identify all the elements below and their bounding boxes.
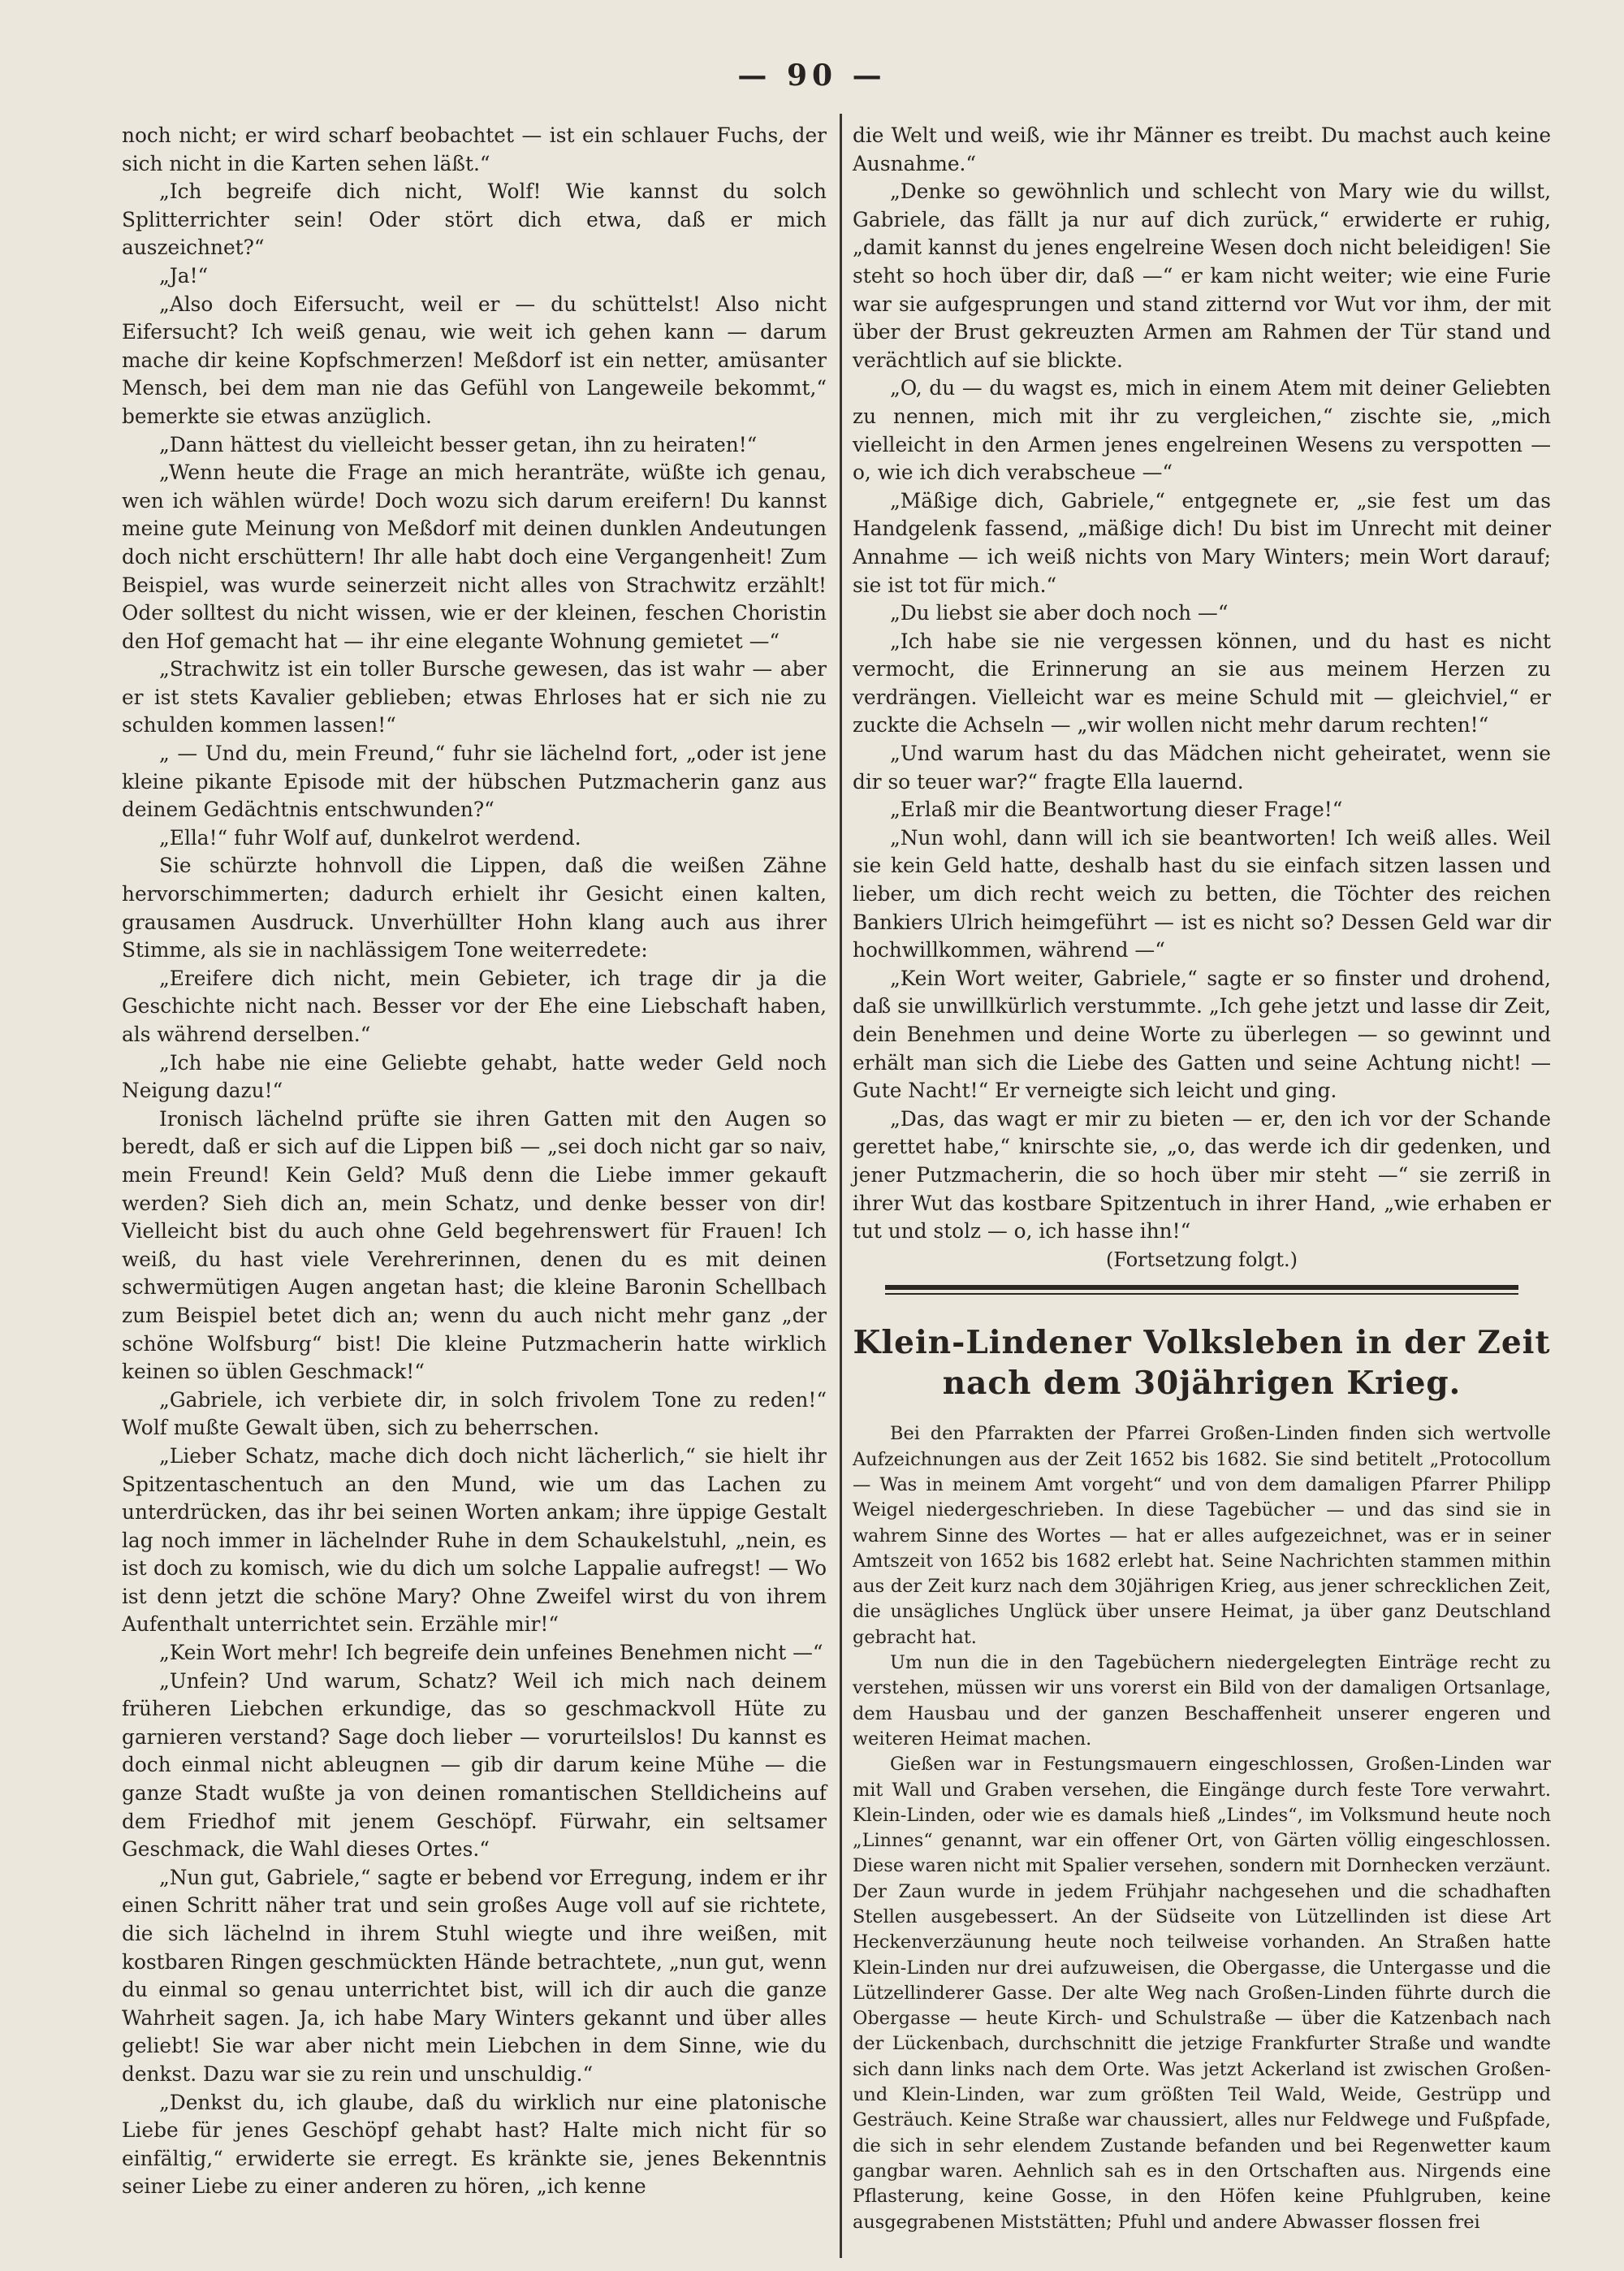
paragraph: „Strachwitz ist ein toller Bursche gewesen, das ist wahr — aber er ist stets Kavalier geblieben; etwas Ehrloses hat er sich nie zu schulden kommen lassen!“ [122,657,827,738]
paragraph: Ironisch lächelnd prüfte sie ihren Gatten mit den Augen so beredt, daß er sich auf die Lippen biß — „sei doch nicht gar so naiv, mein Freund! Kein Geld? Muß denn die Liebe immer gekauft werden? Sieh dich an, mein Schatz, und denke besser von dir! Vielleicht bist du auch ohne Geld begehrenswert für Frauen! Ich weiß, du hast viele Verehrerinnen, denen du es mit deinen schwermütigen Augen angetan hast; die kleine Baronin Schellbach zum Beispiel betet dich an; wenn du auch nicht mehr ganz „der schöne Wolfsburg“ bist! Die kleine Putzmacherin hatte wirklich keinen so üblen Geschmack!“ [122,1106,827,1384]
continuation-note: (Fortsetzung folgt.) [1106,1248,1298,1271]
paragraph: „Ella!“ fuhr Wolf auf, dunkelrot werdend. [159,825,581,850]
page-number: — 90 — [737,58,887,93]
paragraph: „Nun wohl, dann will ich sie beantworten! Ich weiß alles. Weil sie kein Geld hatte, deshalb hast du sie einfach sitzen lassen und lieber, um dich recht weich zu betten, die Töchter des reichen Bankiers Ulrich heimgeführt — ist es nicht so? Dessen Geld war dir hochwillkommen, während —“ [853,825,1551,962]
paragraph: „Wenn heute die Frage an mich heranträte, wüßte ich genau, wen ich wählen würde! Doch wozu sich darum ereifern! Du kannst meine gute Meinung von Meßdorf mit deinen dunklen Andeutungen doch nicht erschüttern! Ihr alle habt doch eine Vergangenheit! Zum Beispiel, was wurde seinerzeit nicht alles von Strachwitz erzählt! Oder solltest du nicht wissen, wie er der kleinen, feschen Choristin den Hof gemacht hat — ihr eine elegante Wohnung gemietet —“ [122,461,827,653]
paragraph: „O, du — du wagst es, mich in einem Atem mit deiner Geliebten zu nennen, mich mit ihr zu vergleichen,“ zischte sie, „mich vielleicht in den Armen jenes engelreinen Wesens zu verspotten — o, wie ich dich verabscheue —“ [853,376,1551,485]
paragraph: „Kein Wort mehr! Ich begreife dein unfeines Benehmen nicht —“ [159,1641,823,1665]
paragraph: „ — Und du, mein Freund,“ fuhr sie lächelnd fort, „oder ist jene kleine pikante Episode mit der hübschen Putzmacherin ganz aus deinem Gedächtnis entschwunden?“ [122,742,827,822]
paragraph: „Und warum hast du das Mädchen nicht geheiratet, wenn sie dir so teuer war?“ fragte Ella lauernd. [853,742,1551,794]
paragraph: „Ich habe sie nie vergessen können, und du hast es nicht vermocht, die Erinnerung an sie aus meinem Herzen zu verdrängen. Vielleicht war es meine Schuld mit — gleichviel,“ er zuckte die Achseln — „wir wollen nicht mehr darum rechten!“ [853,629,1551,738]
paragraph: „Denke so gewöhnlich und schlecht von Mary wie du willst, Gabriele, das fällt ja nur auf dich zurück,“ erwiderte er ruhig, „damit kannst du jenes engelreine Wesen doch nicht beleidigen! Sie steht so hoch über dir, daß —“ er kam nicht weiter; wie eine Furie war sie aufgesprungen und stand zitternd vor Wut vor ihm, der mit über der Brust gekreuzten Armen am Rahmen der Tür stand und verächtlich auf sie blickte. [853,180,1551,372]
article-title-line: Klein-Lindener Volksleben in der Zeit [853,1324,1551,1362]
paragraph: die Welt und weiß, wie ihr Männer es treibt. Du machst auch keine Ausnahme.“ [853,123,1551,175]
article-body [853,1421,1551,2235]
paragraph: noch nicht; er wird scharf beobachtet — ist ein schlauer Fuchs, der sich nicht in die Karten sehen läßt.“ [122,123,827,175]
article-title [853,1322,1551,1404]
section-divider-thin [885,1293,1518,1295]
paragraph: „Denkst du, ich glaube, daß du wirklich nur eine platonische Liebe für jenes Geschöpf gehabt hast? Halte mich nicht für so einfältig,“ erwiderte sie erregt. Es kränkte sie, jenes Bekenntnis seiner Liebe zu einer anderen zu hören, „ich kenne [122,2090,827,2199]
section-divider [885,1285,1518,1290]
left-column [122,122,827,2201]
paragraph: „Erlaß mir die Beantwortung dieser Frage!“ [890,798,1343,822]
column-divider [840,114,842,2258]
paragraph: „Ereifere dich nicht, mein Gebieter, ich trage dir ja die Geschichte nicht nach. Besser vor der Ehe eine Liebschaft haben, als während derselben.“ [122,966,827,1046]
paragraph: „Ich begreife dich nicht, Wolf! Wie kannst du solch Splitterrichter sein! Oder stört dich etwa, daß er mich auszeichnet?“ [122,180,827,260]
paragraph: „Gabriele, ich verbiete dir, in solch frivolem Tone zu reden!“ Wolf mußte Gewalt üben, sich zu beherrschen. [122,1387,827,1440]
paragraph: „Nun gut, Gabriele,“ sagte er bebend vor Erregung, indem er ihr einen Schritt näher trat und sein großes Auge voll auf sie richtete, die sich lächelnd in ihrem Stuhl wiegte und ihre weißen, mit kostbaren Ringen geschmückten Hände betrachtete, „nun gut, wenn du einmal so genau unterrichtet bist, will ich dir auch die ganze Wahrheit sagen. Ja, ich habe Mary Winters gekannt und über alles geliebt! Sie war aber nicht mein Liebchen in dem Sinne, wie du denkst. Dazu war sie zu rein und unschuldig.“ [122,1865,827,2086]
paragraph: „Dann hättest du vielleicht besser getan, ihn zu heiraten!“ [159,432,758,456]
paragraph: Sie schürzte hohnvoll die Lippen, daß die weißen Zähne hervorschimmerten; dadurch erhielt ihr Gesicht einen kalten, grausamen Ausdruck. Unverhüllter Hohn klang auch aus ihrer Stimme, als sie in nachlässigem Tone weiterredete: [122,854,827,962]
paragraph: „Das, das wagt er mir zu bieten — er, den ich vor der Schande gerettet habe,“ knirschte sie, „o, das werde ich dir gedenken, und jener Putzmacherin, die so hoch über mir steht —“ sie zerriß in ihrer Wut das kostbare Spitzentuch in ihrer Hand, „wie erhaben er tut und stolz — o, ich hasse ihn!“ [853,1106,1551,1244]
article-paragraph: Um nun die in den Tagebüchern niedergelegten Einträge recht zu verstehen, müssen wir uns vorerst ein Bild von der damaligen Ortsanlage, dem Hausbau und der ganzen Beschaffenheit unserer engeren und weiteren Heimat machen. [853,1652,1551,1750]
article-title-line: nach dem 30jährigen Krieg. [942,1365,1462,1403]
paragraph: „Du liebst sie aber doch noch —“ [890,601,1229,625]
paragraph: „Ich habe nie eine Geliebte gehabt, hatte weder Geld noch Neigung dazu!“ [122,1050,827,1103]
paragraph: „Lieber Schatz, mache dich doch nicht lächerlich,“ sie hielt ihr Spitzentaschentuch an den Mund, wie um das Lachen zu unterdrücken, das ihr bei seinen Worten ankam; ihre üppige Gestalt lag noch immer in lächelnder Ruhe in dem Schaukelstuhl, „nein, es ist doch zu komisch, wie du dich um solche Lappalie aufregst! — Wo ist denn jetzt die schöne Mary? Ohne Zweifel wirst du von ihrem Aufenthalt unterrichtet sein. Erzähle mir!“ [122,1443,827,1637]
right-column [853,122,1551,2235]
paragraph: „Unfein? Und warum, Schatz? Weil ich mich nach deinem früheren Liebchen erkundige, das so geschmackvoll Hüte zu garnieren verstand? Sage doch lieber — vorurteilslos! Du kannst es doch einmal nicht ableugnen — gib dir darum keine Mühe — die ganze Stadt wußte ja von deinen romantischen Stelldicheins auf dem Friedhof mit jenem Geschöpf. Fürwahr, ein seltsamer Geschmack, die Wahl dieses Ortes.“ [122,1668,827,1862]
article-paragraph: Bei den Pfarrakten der Pfarrei Großen-Linden finden sich wertvolle Aufzeichnungen aus der Zeit 1652 bis 1682. Sie sind betitelt „Protocollum — Was in meinem Amt vorgeht“ und von dem damaligen Pfarrer Philipp Weigel niedergeschrieben. In diese Tagebücher — und das sind sie in wahrem Sinne des Wortes — hat er alles aufgezeichnet, was er in seiner Amtszeit von 1652 bis 1682 erlebt hat. Seine Nachrichten stammen mithin aus der Zeit kurz nach dem 30jährigen Krieg, aus jener schrecklichen Zeit, die unsägliches Unglück über unsere Heimat, ja über ganz Deutschland gebracht hat. [853,1423,1551,1648]
paragraph: „Kein Wort weiter, Gabriele,“ sagte er so finster und drohend, daß sie unwillkürlich verstummte. „Ich gehe jetzt und lasse dir Zeit, dein Benehmen und deine Worte zu überlegen — so gewinnt und erhält man sich die Liebe des Gatten und seine Achtung nicht! — Gute Nacht!“ Er verneigte sich leicht und ging. [853,966,1551,1103]
article-paragraph: Gießen war in Festungsmauern eingeschlossen, Großen-Linden war mit Wall und Graben versehen, die Eingänge durch feste Tore verwahrt. Klein-Linden, oder wie es damals hieß „Lindes“, im Volksmund heute noch „Linnes“ genannt, war ein offener Ort, von Gärten völlig eingeschlossen. Diese waren nicht mit Spalier versehen, sondern mit Dornhecken verzäunt. Der Zaun wurde in jedem Frühjahr nachgesehen und die schadhaften Stellen ausgebessert. An der Südseite von Lützellinden ist diese Art Heckenverzäunung heute noch teilweise vorhanden. An Straßen hatte Klein-Linden nur drei aufzuweisen, die Obergasse, die Untergasse und die Lützellinderer Gasse. Der alte Weg nach Großen-Linden führte durch die Obergasse — heute Kirch- und Schulstraße — über die Katzenbach nach der Lückenbach, durchschnitt die jetzige Frankfurter Straße und wandte sich dann links nach dem Orte. Was jetzt Ackerland ist zwischen Großen- und Klein-Linden, war zum größten Teil Wald, Weide, Gestrüpp und Gesträuch. Keine Straße war chaussiert, alles nur Feldwege und Fußpfade, die sich in sehr elendem Zustande befanden und bei Regenwetter kaum gangbar waren. Aehnlich sah es in den Ortschaften aus. Nirgends eine Pflasterung, keine Gosse, in den Höfen keine Pfuhlgruben, keine ausgegrabenen Miststätten; Pfuhl und andere Abwasser flossen frei [853,1754,1551,2233]
paragraph: „Mäßige dich, Gabriele,“ entgegnete er, „sie fest um das Handgelenk fassend, „mäßige dich! Du bist im Unrecht mit deiner Annahme — ich weiß nichts von Mary Winters; mein Wort darauf; sie ist tot für mich.“ [853,488,1551,597]
paragraph: „Ja!“ [159,263,209,288]
paragraph: „Also doch Eifersucht, weil er — du schüttelst! Also nicht Eifersucht? Ich weiß genau, wie weit ich gehen kann — darum mache dir keine Kopfschmerzen! Meßdorf ist ein netter, amüsanter Mensch, bei dem man nie das Gefühl von Langeweile bekommt,“ bemerkte sie etwas anzüglich. [122,292,827,428]
